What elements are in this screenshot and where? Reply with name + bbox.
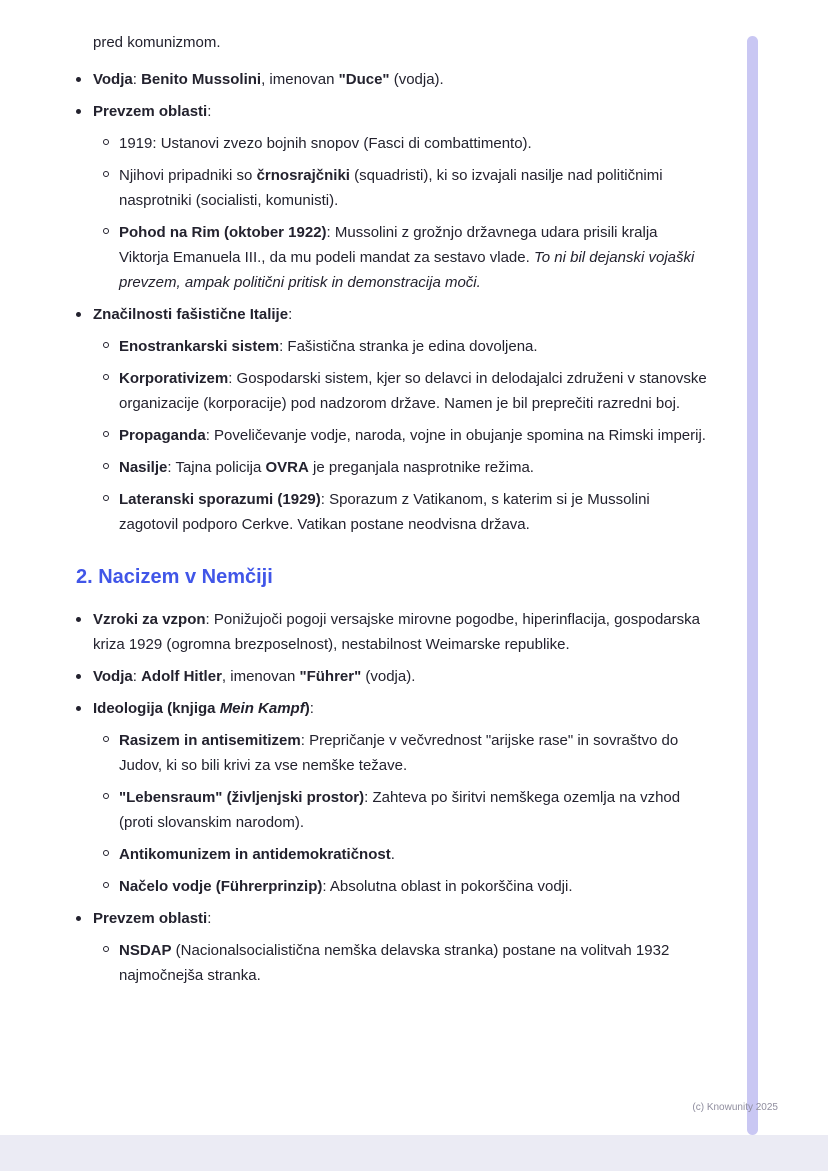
list-item-text: Vzroki za vzpon: Ponižujoči pogoji versajske mirovne pogodbe, hiperinflacija, gospodarska kriza 1929 (ogromna brezposelnost), nestabilnost Weimarske republike. [93, 611, 700, 653]
list-item [0, 728, 710, 778]
list-item [0, 664, 710, 689]
sub-bullet-marker [103, 139, 109, 145]
list-item [0, 487, 710, 537]
text-line [0, 30, 710, 55]
scrollbar-thumb[interactable] [747, 36, 758, 1135]
list-item [0, 938, 710, 988]
list-item [0, 785, 710, 835]
list-item-text: Vodja: Benito Mussolini, imenovan "Duce" (vodja). [93, 71, 444, 88]
bullet-marker [76, 312, 81, 317]
sub-bullet-marker [103, 736, 109, 742]
list-item [0, 220, 710, 295]
bullet-marker [76, 77, 81, 82]
list-item-text: Antikomunizem in antidemokratičnost. [119, 846, 395, 863]
list-item [0, 696, 710, 721]
list-item-text: pred komunizmom. [93, 34, 221, 51]
bullet-marker [76, 109, 81, 114]
list-item [0, 67, 710, 92]
list-item-text: Pohod na Rim (oktober 1922): Mussolini z grožnjo državnega udara prisili kralja Viktorja Emanuela III., da mu podeli mandat za sestavo vlade. To ni bil dejanski vojaški prevzem, ampak politični pritisk in demonstracija moči. [119, 224, 695, 291]
list-item-text: Vodja: Adolf Hitler, imenovan "Führer" (vodja). [93, 668, 416, 685]
sub-bullet-marker [103, 342, 109, 348]
sub-bullet-marker [103, 850, 109, 856]
list-item-text: Prevzem oblasti: [93, 103, 212, 120]
list-item [0, 874, 710, 899]
sub-bullet-marker [103, 882, 109, 888]
list-item [0, 334, 710, 359]
list-item [0, 607, 710, 657]
list-item-text: Korporativizem: Gospodarski sistem, kjer so delavci in delodajalci združeni v stanovske organizacije (korporacije) pod nadzorom države. Namen je bil preprečiti razredni boj. [119, 370, 707, 412]
bullet-marker [76, 674, 81, 679]
bullet-marker [76, 916, 81, 921]
list-item-text: Načelo vodje (Führerprinzip): Absolutna oblast in pokorščina vodji. [119, 878, 573, 895]
bullet-marker [76, 617, 81, 622]
sub-bullet-marker [103, 228, 109, 234]
sub-bullet-marker [103, 463, 109, 469]
list-item [0, 163, 710, 213]
list-item [0, 99, 710, 124]
list-item-text: 1919: Ustanovi zvezo bojnih snopov (Fasci di combattimento). [119, 135, 532, 152]
sub-bullet-marker [103, 171, 109, 177]
sub-bullet-marker [103, 431, 109, 437]
copyright-notice: (c) Knowunity 2025 [692, 1102, 778, 1113]
list-item-text: Rasizem in antisemitizem: Prepričanje v večvrednost "arijske rase" in sovraštvo do Judov, ki so bili krivi za vse nemške težave. [119, 732, 679, 774]
list-item-text: Nasilje: Tajna policija OVRA je preganjala nasprotnike režima. [119, 459, 534, 476]
list-item [0, 131, 710, 156]
list-item-text: Lateranski sporazumi (1929): Sporazum z Vatikanom, s katerim si je Mussolini zagotovil podporo Cerkve. Vatikan postane neodvisna država. [119, 491, 650, 533]
list-item-text: Propaganda: Poveličevanje vodje, naroda, vojne in obujanje spomina na Rimski imperij. [119, 427, 706, 444]
list-item [0, 906, 710, 931]
list-item-text: Ideologija (knjiga Mein Kampf): [93, 700, 314, 717]
list-item-text: Značilnosti fašistične Italije: [93, 306, 293, 323]
sub-bullet-marker [103, 374, 109, 380]
list-item-text: NSDAP (Nacionalsocialistična nemška delavska stranka) postane na volitvah 1932 najmočnejša stranka. [119, 942, 670, 984]
list-item-text: Enostrankarski sistem: Fašistična stranka je edina dovoljena. [119, 338, 538, 355]
list-item [0, 455, 710, 480]
list-item-text: "Lebensraum" (življenjski prostor): Zahteva po širitvi nemškega ozemlja na vzhod (proti slovanskim narodom). [119, 789, 681, 831]
sub-bullet-marker [103, 495, 109, 501]
list-item-text: Prevzem oblasti: [93, 910, 212, 927]
bullet-marker [76, 706, 81, 711]
sub-bullet-marker [103, 793, 109, 799]
sub-bullet-marker [103, 946, 109, 952]
list-item [0, 423, 710, 448]
list-item [0, 302, 710, 327]
list-item [0, 366, 710, 416]
list-item-text: Njihovi pripadniki so črnosrajčniki (squadristi), ki so izvajali nasilje nad političnimi nasprotniki (socialisti, komunisti). [119, 167, 663, 209]
list-item [0, 842, 710, 867]
section-heading: 2. Nacizem v Nemčiji [76, 566, 273, 588]
